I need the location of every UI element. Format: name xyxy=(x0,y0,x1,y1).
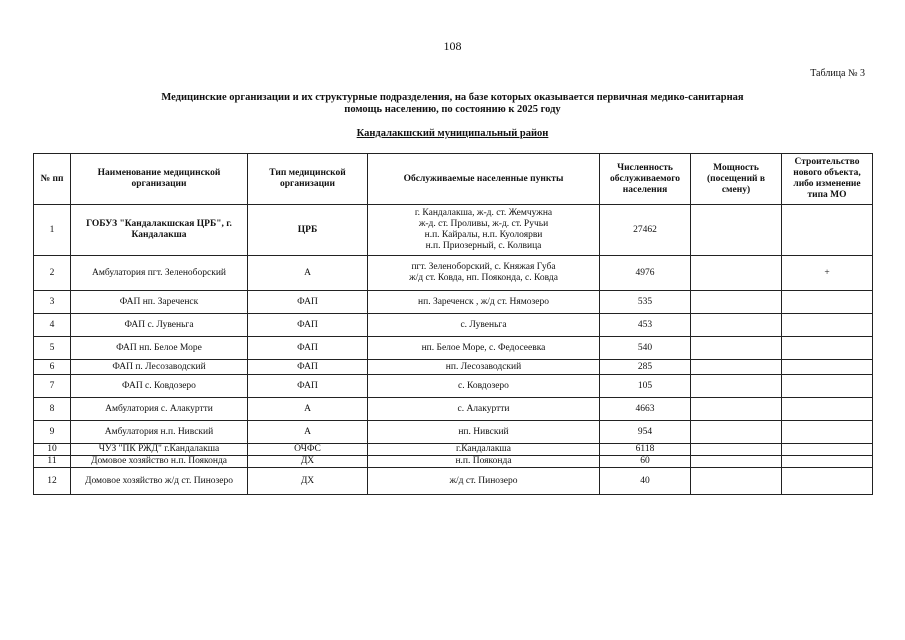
table-row xyxy=(34,360,873,375)
header-construction: Строительство нового объекта, либо изменение типа МО xyxy=(782,154,873,205)
construction xyxy=(782,456,873,468)
population: 285 xyxy=(600,360,691,375)
row-number: 11 xyxy=(34,456,71,468)
organization-type: А xyxy=(248,256,368,291)
organization-type: ДХ xyxy=(248,468,368,495)
organization-type: ДХ xyxy=(248,456,368,468)
capacity xyxy=(691,256,782,291)
capacity xyxy=(691,291,782,314)
header-settlements: Обслуживаемые населенные пункты xyxy=(368,154,600,205)
settlement-line: н.п. Приозерный, с. Колвица xyxy=(425,241,542,251)
construction xyxy=(782,360,873,375)
organization-type: ОЧФС xyxy=(248,444,368,456)
row-number: 3 xyxy=(34,291,71,314)
header-number: № пп xyxy=(34,154,71,205)
organization-type: А xyxy=(248,421,368,444)
population: 540 xyxy=(600,337,691,360)
settlements: г.Кандалакша xyxy=(368,444,600,456)
capacity xyxy=(691,398,782,421)
capacity xyxy=(691,468,782,495)
organization-name: ФАП с. Лувеньга xyxy=(71,314,248,337)
table-row xyxy=(34,421,873,444)
table-row xyxy=(34,375,873,398)
table-row xyxy=(34,468,873,495)
organization-type: ФАП xyxy=(248,314,368,337)
capacity xyxy=(691,375,782,398)
organization-type: ФАП xyxy=(248,360,368,375)
organization-name: ГОБУЗ "Кандалакшская ЦРБ", г. Кандалакша xyxy=(71,205,248,256)
page-number: 108 xyxy=(443,39,462,53)
row-number: 12 xyxy=(34,468,71,495)
row-number: 9 xyxy=(34,421,71,444)
organization-type: ФАП xyxy=(248,375,368,398)
capacity xyxy=(691,205,782,256)
row-number: 10 xyxy=(34,444,71,456)
capacity xyxy=(691,360,782,375)
construction xyxy=(782,205,873,256)
settlements xyxy=(368,256,600,291)
organization-name: Амбулатория с. Алакуртти xyxy=(71,398,248,421)
organization-type: ЦРБ xyxy=(248,205,368,256)
settlements: с. Лувеньга xyxy=(368,314,600,337)
population: 60 xyxy=(600,456,691,468)
organization-type: ФАП xyxy=(248,291,368,314)
header-capacity: Мощность (посещений в смену) xyxy=(691,154,782,205)
row-number: 4 xyxy=(34,314,71,337)
construction: + xyxy=(782,256,873,291)
construction xyxy=(782,468,873,495)
population: 6118 xyxy=(600,444,691,456)
organization-name: Амбулатория н.п. Нивский xyxy=(71,421,248,444)
construction xyxy=(782,421,873,444)
table-row xyxy=(34,456,873,468)
construction xyxy=(782,398,873,421)
row-number: 1 xyxy=(34,205,71,256)
table-row xyxy=(34,398,873,421)
population: 535 xyxy=(600,291,691,314)
organization-name: ЧУЗ "ПК РЖД" г.Кандалакша xyxy=(71,444,248,456)
table-row xyxy=(34,291,873,314)
header-organization-type: Тип медицинской организации xyxy=(248,154,368,205)
row-number: 7 xyxy=(34,375,71,398)
population: 27462 xyxy=(600,205,691,256)
settlements: нп. Зареченск , ж/д ст. Нямозеро xyxy=(368,291,600,314)
population: 105 xyxy=(600,375,691,398)
settlements: ж/д ст. Пинозеро xyxy=(368,468,600,495)
construction xyxy=(782,337,873,360)
organization-name: Домовое хозяйство ж/д ст. Пинозеро xyxy=(71,468,248,495)
settlements: нп. Нивский xyxy=(368,421,600,444)
population: 4663 xyxy=(600,398,691,421)
district-subtitle: Кандалакшский муниципальный район xyxy=(356,128,549,139)
settlements: нп. Лесозаводский xyxy=(368,360,600,375)
population: 40 xyxy=(600,468,691,495)
population: 954 xyxy=(600,421,691,444)
construction xyxy=(782,314,873,337)
capacity xyxy=(691,337,782,360)
capacity xyxy=(691,421,782,444)
settlement-line: ж/д ст. Ковда, нп. Пояконда, с. Ковда xyxy=(409,273,558,283)
settlements: с. Алакуртти xyxy=(368,398,600,421)
row-number: 2 xyxy=(34,256,71,291)
row-number: 5 xyxy=(34,337,71,360)
table-header-row xyxy=(34,154,873,205)
organization-name: ФАП нп. Белое Море xyxy=(71,337,248,360)
capacity xyxy=(691,314,782,337)
table-label: Таблица № 3 xyxy=(810,68,865,79)
organization-type: ФАП xyxy=(248,337,368,360)
construction xyxy=(782,375,873,398)
table-row xyxy=(34,256,873,291)
settlement-line: г. Кандалакша, ж-д. ст. Жемчужна xyxy=(414,208,553,218)
document-title: Медицинские организации и их структурные подразделения, на базе которых оказывается первичная медико-санитарная помощь населению, по состоянию к 2025 году xyxy=(161,92,744,115)
organization-name: ФАП нп. Зареченск xyxy=(71,291,248,314)
settlements: с. Ковдозеро xyxy=(368,375,600,398)
settlements: нп. Белое Море, с. Федосеевка xyxy=(368,337,600,360)
settlement-line: ж-д. ст. Проливы, ж-д. ст. Ручьи xyxy=(418,219,549,229)
organization-name: ФАП с. Ковдозеро xyxy=(71,375,248,398)
table-row xyxy=(34,337,873,360)
row-number: 6 xyxy=(34,360,71,375)
construction xyxy=(782,291,873,314)
capacity xyxy=(691,456,782,468)
table-row xyxy=(34,205,873,256)
table-row xyxy=(34,444,873,456)
table-row xyxy=(34,314,873,337)
population: 453 xyxy=(600,314,691,337)
population: 4976 xyxy=(600,256,691,291)
organization-name: Домовое хозяйство н.п. Пояконда xyxy=(71,456,248,468)
organization-name: ФАП п. Лесозаводский xyxy=(71,360,248,375)
header-organization-name: Наименование медицинской организации xyxy=(71,154,248,205)
settlement-line: пгт. Зеленоборский, с. Княжая Губа xyxy=(411,262,556,272)
capacity xyxy=(691,444,782,456)
settlements: н.п. Пояконда xyxy=(368,456,600,468)
organization-name: Амбулатория пгт. Зеленоборский xyxy=(71,256,248,291)
settlement-line: н.п. Кайралы, н.п. Куолоярви xyxy=(424,230,543,240)
row-number: 8 xyxy=(34,398,71,421)
header-population: Численность обслуживаемого населения xyxy=(600,154,691,205)
medical-organizations-table xyxy=(33,153,873,495)
settlements xyxy=(368,205,600,256)
organization-type: А xyxy=(248,398,368,421)
construction xyxy=(782,444,873,456)
